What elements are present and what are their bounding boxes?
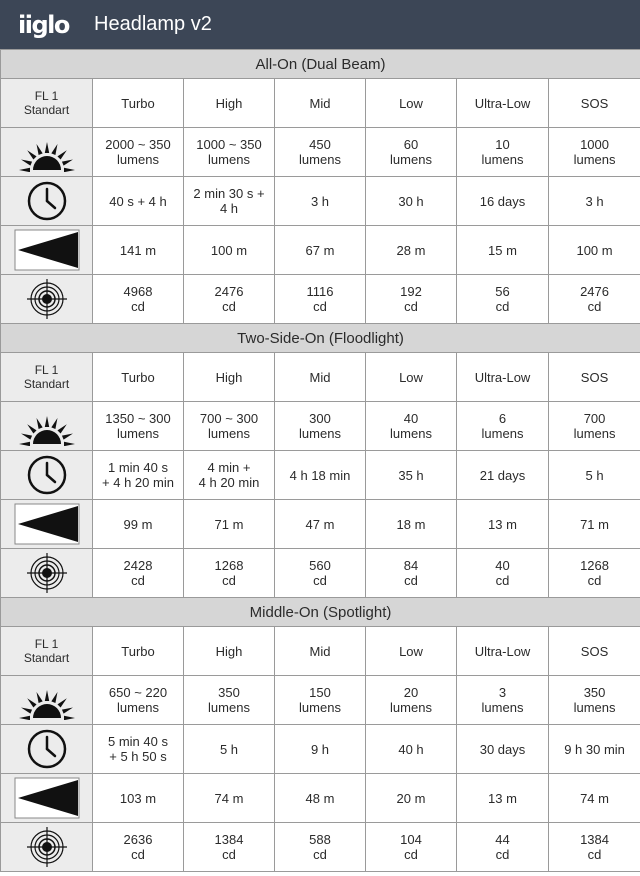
spec-cell [457,226,549,275]
spec-cell-line: 560 [309,558,331,573]
mode-header: Low [366,627,457,676]
mode-header: High [184,353,275,402]
spec-cell-line: 35 h [398,467,424,483]
spec-cell [184,549,275,598]
spec-cell-line: cd [222,847,236,862]
spec-cell-line: 650 ~ 220 [108,685,168,700]
spec-cell-line: 192 [400,284,422,299]
brand-logo: iiglo [18,10,69,39]
spec-cell [366,402,457,451]
spec-cell-line: 13 m [488,790,517,806]
spec-cell-line: 71 m [214,516,244,532]
mode-header: Turbo [93,353,184,402]
spec-cell-line: 9 h 30 min [564,741,625,757]
target-icon [1,549,93,598]
section-header [1,598,640,627]
spec-cell-line: lumens [299,152,341,167]
fl-standard-label: Standart [23,103,70,117]
spec-cell-line: 700 ~ 300 [199,411,259,426]
spec-cell [457,725,549,774]
spec-cell [549,128,640,177]
spec-cell-line: 13 m [488,516,517,532]
spec-cell [366,226,457,275]
spec-cell-line: 40 h [398,741,424,757]
mode-header: Mid [275,353,366,402]
spec-cell [184,676,275,725]
spec-row [1,676,640,725]
section-title: Middle-On (Spotlight) [1,598,640,627]
spec-cell-line: cd [131,299,145,314]
clock-icon [1,725,93,774]
spec-cell-line: 1000 [580,137,609,152]
mode-header: Ultra-Low [457,79,549,128]
spec-cell [184,177,275,226]
beam-icon [1,226,93,275]
spec-cell-line: 67 m [305,242,335,258]
mode-header: Turbo [93,627,184,676]
spec-cell [549,500,640,549]
spec-cell-line: 2476 [580,284,609,299]
spec-cell [184,226,275,275]
spec-cell-line: 20 [403,685,419,700]
spec-row [1,177,640,226]
spec-cell [93,774,184,823]
fl-label: FL 1 [34,363,59,377]
spec-cell-line: 5 min 40 s [108,734,168,749]
spec-cell-line: 1 min 40 s [108,460,168,475]
spec-cell-line: 150 [309,685,331,700]
spec-cell-line: 21 days [479,467,526,483]
spec-cell-line: lumens [208,426,250,441]
spec-row [1,823,640,872]
spec-cell-line: 141 m [119,242,157,258]
spec-cell-line: lumens [117,426,159,441]
mode-header-row [1,79,640,128]
spec-cell [549,275,640,324]
spec-cell-line: 5 h [219,741,239,757]
spec-cell-line: cd [313,299,327,314]
spec-cell [457,823,549,872]
beam-icon [1,774,93,823]
spec-cell [366,823,457,872]
spec-cell-line: 1384 [580,832,609,847]
spec-cell-line: cd [404,299,418,314]
spec-cell-line: lumens [390,426,432,441]
spec-cell [275,451,366,500]
spec-cell [366,774,457,823]
spec-cell [366,177,457,226]
spec-cell [275,275,366,324]
spec-cell-line: 16 days [479,193,526,209]
spec-cell [549,774,640,823]
spec-cell-line: 2428 [123,558,153,573]
mode-header-row [1,353,640,402]
spec-cell-line: 1384 [214,832,244,847]
spec-cell [457,451,549,500]
spec-cell [457,676,549,725]
spec-cell-line: 47 m [305,516,335,532]
spec-cell-line: cd [495,847,510,862]
mode-header: Mid [275,627,366,676]
mode-header: SOS [549,79,640,128]
spec-row [1,725,640,774]
spec-cell-line: + 4 h 20 min [102,475,174,490]
spec-cell-line: 84 [403,558,419,573]
mode-header: High [184,627,275,676]
spec-cell [457,402,549,451]
spec-cell-line: 60 [403,137,419,152]
spec-cell [93,549,184,598]
spec-cell-line: lumens [573,426,616,441]
spec-cell-line: lumens [573,152,616,167]
spec-cell [366,275,457,324]
spec-cell-line: 10 [495,137,510,152]
spec-cell [184,725,275,774]
spec-cell-line: 99 m [123,516,153,532]
spec-cell [549,402,640,451]
spec-cell-line: 4968 [123,284,153,299]
spec-cell [549,177,640,226]
spec-cell-line: 100 m [210,242,248,258]
sunburst-icon [1,402,93,451]
spec-cell-line: 300 [309,411,331,426]
spec-cell [184,774,275,823]
spec-cell-line: 40 [403,411,419,426]
spec-cell [366,676,457,725]
spec-cell-line: lumens [390,700,432,715]
spec-table [0,49,640,872]
spec-cell [457,177,549,226]
spec-row [1,226,640,275]
spec-cell [275,177,366,226]
spec-cell-line: 40 s + 4 h [109,193,167,209]
spec-row [1,128,640,177]
spec-cell-line: lumens [299,700,341,715]
spec-cell-line: 28 m [396,242,426,258]
spec-cell [184,823,275,872]
fl-label: FL 1 [34,89,59,103]
spec-cell-line: 71 m [580,516,609,532]
mode-header: Ultra-Low [457,627,549,676]
sunburst-icon [1,128,93,177]
spec-cell [366,500,457,549]
spec-cell-line: 9 h [310,741,330,757]
spec-cell [93,823,184,872]
spec-cell [366,725,457,774]
mode-header: High [184,79,275,128]
spec-cell-line: 2476 [214,284,244,299]
spec-cell-line: cd [313,573,327,588]
fl-standard-label: Standart [23,377,70,391]
spec-cell-line: cd [495,299,510,314]
spec-cell [366,128,457,177]
spec-cell-line: lumens [299,426,341,441]
spec-cell [184,128,275,177]
page-title: Headlamp v2 [94,13,212,35]
spec-cell-line: lumens [573,700,616,715]
section-title: Two-Side-On (Floodlight) [1,324,640,353]
spec-cell-line: 1268 [214,558,244,573]
sunburst-icon [1,676,93,725]
mode-header: Turbo [93,79,184,128]
spec-cell-line: 48 m [305,790,335,806]
spec-cell [549,549,640,598]
spec-cell-line: cd [587,573,602,588]
spec-cell [93,402,184,451]
spec-cell-line: cd [587,847,602,862]
spec-cell [366,549,457,598]
spec-cell [549,823,640,872]
spec-cell-line: 588 [309,832,331,847]
fl-standard-cell [1,353,93,402]
spec-cell [549,725,640,774]
spec-cell-line: 2000 ~ 350 [105,137,171,152]
spec-cell-line: cd [222,299,236,314]
spec-cell-line: lumens [481,426,524,441]
mode-header: Low [366,79,457,128]
fl-label: FL 1 [34,637,59,651]
spec-cell-line: cd [131,847,145,862]
mode-header: SOS [549,627,640,676]
spec-cell-line: 3 [498,685,507,700]
spec-cell [275,226,366,275]
spec-cell-line: 6 [498,411,507,426]
spec-cell-line: 103 m [119,790,157,806]
mode-header: SOS [549,353,640,402]
spec-cell-line: 700 [583,411,606,426]
spec-cell [93,725,184,774]
spec-cell-line: 4 h 18 min [289,467,351,483]
spec-cell-line: 3 h [310,193,330,209]
spec-cell-line: + 5 h 50 s [109,749,167,764]
spec-cell [457,128,549,177]
spec-cell-line: lumens [208,700,250,715]
spec-cell-line: 2636 [123,832,153,847]
mode-header: Low [366,353,457,402]
spec-row [1,774,640,823]
header-bar [0,0,640,49]
mode-header-row [1,627,640,676]
spec-cell-line: lumens [481,152,524,167]
spec-row [1,549,640,598]
spec-cell [275,402,366,451]
spec-cell-line: 350 [218,685,240,700]
spec-cell [549,226,640,275]
spec-cell-line: 20 m [396,790,426,806]
spec-cell-line: 1000 ~ 350 [196,137,262,152]
spec-cell-line: 44 [495,832,510,847]
spec-cell-line: lumens [117,700,159,715]
spec-cell [184,275,275,324]
spec-cell-line: 15 m [488,242,517,258]
spec-cell [275,774,366,823]
clock-icon [1,451,93,500]
fl-standard-cell [1,79,93,128]
spec-row [1,275,640,324]
spec-cell-line: 3 h [585,193,604,209]
target-icon [1,823,93,872]
spec-cell [549,676,640,725]
spec-cell-line: cd [404,847,418,862]
spec-cell [549,451,640,500]
spec-cell-line: 5 h [585,467,604,483]
spec-cell [184,500,275,549]
section-header [1,50,640,79]
spec-cell-line: 100 m [576,242,613,258]
spec-cell-line: 30 h [398,193,424,209]
spec-cell [457,774,549,823]
spec-cell [93,128,184,177]
spec-cell-line: 450 [309,137,331,152]
spec-cell-line: 56 [495,284,510,299]
spec-cell [184,451,275,500]
spec-cell [457,275,549,324]
spec-cell [275,128,366,177]
spec-cell-line: cd [495,573,510,588]
spec-cell [93,177,184,226]
spec-cell [366,451,457,500]
spec-cell-line: cd [313,847,327,862]
spec-cell [93,676,184,725]
clock-icon [1,177,93,226]
spec-cell-line: cd [131,573,145,588]
fl-standard-cell [1,627,93,676]
spec-cell [457,500,549,549]
spec-cell [275,676,366,725]
mode-header: Ultra-Low [457,353,549,402]
spec-cell [93,226,184,275]
spec-row [1,451,640,500]
spec-cell-line: 30 days [479,741,526,757]
spec-row [1,500,640,549]
spec-cell-line: 18 m [396,516,426,532]
spec-cell [93,275,184,324]
spec-cell-line: cd [222,573,236,588]
spec-cell [275,823,366,872]
spec-cell [457,549,549,598]
beam-icon [1,500,93,549]
section-header [1,324,640,353]
spec-cell-line: cd [404,573,418,588]
spec-cell-line: lumens [481,700,524,715]
spec-cell [93,451,184,500]
spec-cell-line: 104 [400,832,422,847]
target-icon [1,275,93,324]
spec-cell-line: 4 min + [207,460,251,475]
spec-cell-line: 2 min 30 s + [193,186,265,201]
spec-cell [275,725,366,774]
spec-cell-line: 4 h 20 min [198,475,260,490]
spec-row [1,402,640,451]
spec-cell-line: lumens [117,152,159,167]
spec-cell-line: 74 m [214,790,244,806]
spec-cell-line: lumens [390,152,432,167]
fl-standard-label: Standart [23,651,70,665]
spec-cell-line: 74 m [580,790,609,806]
spec-cell-line: 1116 [306,284,334,299]
spec-cell [184,402,275,451]
spec-cell-line: lumens [208,152,250,167]
spec-cell [275,549,366,598]
spec-cell-line: 4 h [219,201,239,216]
spec-cell-line: 1268 [580,558,609,573]
section-title: All-On (Dual Beam) [1,50,640,79]
spec-cell-line: cd [587,299,602,314]
spec-cell-line: 1350 ~ 300 [105,411,171,426]
spec-cell [93,500,184,549]
mode-header: Mid [275,79,366,128]
spec-cell-line: 40 [495,558,510,573]
spec-cell [275,500,366,549]
spec-cell-line: 350 [583,685,606,700]
